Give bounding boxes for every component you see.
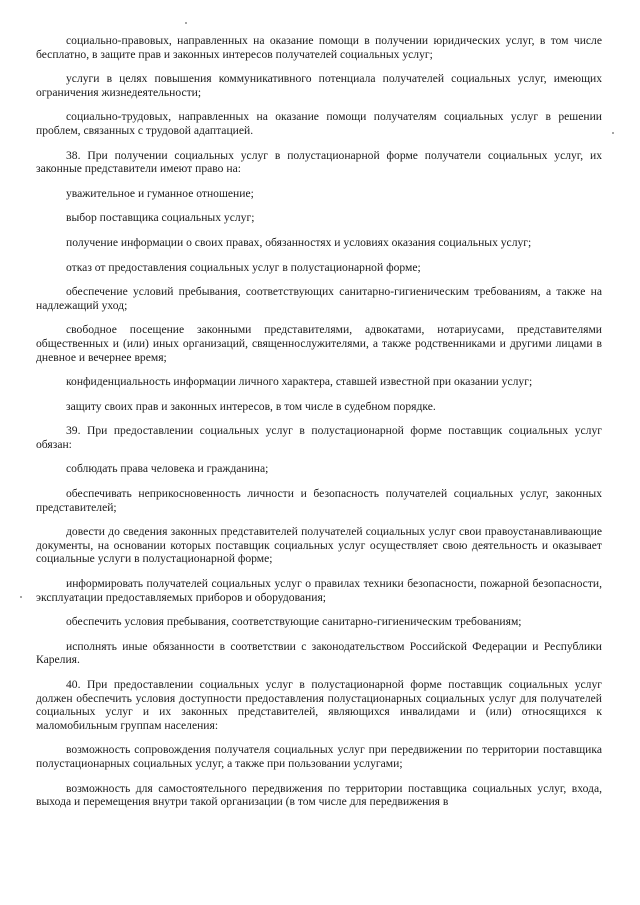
list-item: возможность для самостоятельного передвижения по территории поставщика социальных услуг, входа, выхода и перемещения внутри такой организации (в том числе для передвижения в	[36, 781, 602, 809]
paragraph-labor-services: социально-трудовых, направленных на оказание помощи получателям социальных услуг в решении проблем, связанных с трудовой адаптацией.	[36, 110, 602, 137]
scan-speck	[20, 596, 22, 598]
list-item: получение информации о своих правах, обязанностях и условиях оказания социальных услуг;	[66, 235, 532, 249]
paragraph-section-40: 40. При предоставлении социальных услуг в полустационарной форме поставщик социальных услуг должен обеспечить условия доступности предоставления полустационарных социальных услуг для получателей социальных услуг и их законных представителей, являющихся инвалидами и (или) относящихся к маломобильным группам населения:	[36, 678, 602, 732]
list-item: отказ от предоставления социальных услуг в полустационарной форме;	[66, 260, 421, 274]
list-item: обеспечивать неприкосновенность личности и безопасность получателей социальных услуг, законных представителей;	[36, 487, 602, 514]
list-item: обеспечение условий пребывания, соответствующих санитарно-гигиеническим требованиям, а также на надлежащий уход;	[36, 285, 602, 312]
scan-speck	[612, 132, 614, 134]
list-item: исполнять иные обязанности в соответствии с законодательством Российской Федерации и Республики Карелия.	[36, 639, 602, 667]
paragraph-section-39: 39. При предоставлении социальных услуг в полустационарной форме поставщик социальных услуг обязан:	[36, 424, 602, 451]
list-item: соблюдать права человека и гражданина;	[66, 462, 269, 476]
scan-speck	[185, 22, 187, 24]
list-item: свободное посещение законными представителями, адвокатами, нотариусами, представителями общественных и (или) иных организаций, священнослужителями, а также родственниками и другими лицами в дневное и вечернее время;	[36, 323, 602, 364]
list-item: возможность сопровождения получателя социальных услуг при передвижении по территории поставщика полустационарных социальных услуг, а также при пользовании услугами;	[36, 743, 602, 770]
list-item: обеспечить условия пребывания, соответствующие санитарно-гигиеническим требованиям;	[66, 615, 522, 629]
list-item: довести до сведения законных представителей получателей социальных услуг свои правоустанавливающие документы, на основании которых поставщик социальных услуг осуществляет свою деятельность и оказывает социальные услуги в полустационарной форме;	[36, 525, 602, 566]
list-item: выбор поставщика социальных услуг;	[66, 211, 255, 225]
list-item: уважительное и гуманное отношение;	[66, 186, 254, 200]
list-item: информировать получателей социальных услуг о правилах техники безопасности, пожарной безопасности, эксплуатации предоставляемых приборов и оборудования;	[36, 577, 602, 604]
paragraph-communication-services: услуги в целях повышения коммуникативного потенциала получателей социальных услуг, имеющих ограничения жизнедеятельности;	[36, 72, 602, 99]
paragraph-legal-services: социально-правовых, направленных на оказание помощи в получении юридических услуг, в том числе бесплатно, в защите прав и законных интересов получателей социальных услуг;	[36, 34, 602, 61]
paragraph-section-38: 38. При получении социальных услуг в полустационарной форме получатели социальных услуг, их законные представители имеют право на:	[36, 148, 602, 176]
list-item: защиту своих прав и законных интересов, в том числе в судебном порядке.	[66, 399, 436, 413]
list-item: конфиденциальность информации личного характера, ставшей известной при оказании услуг;	[66, 375, 533, 389]
